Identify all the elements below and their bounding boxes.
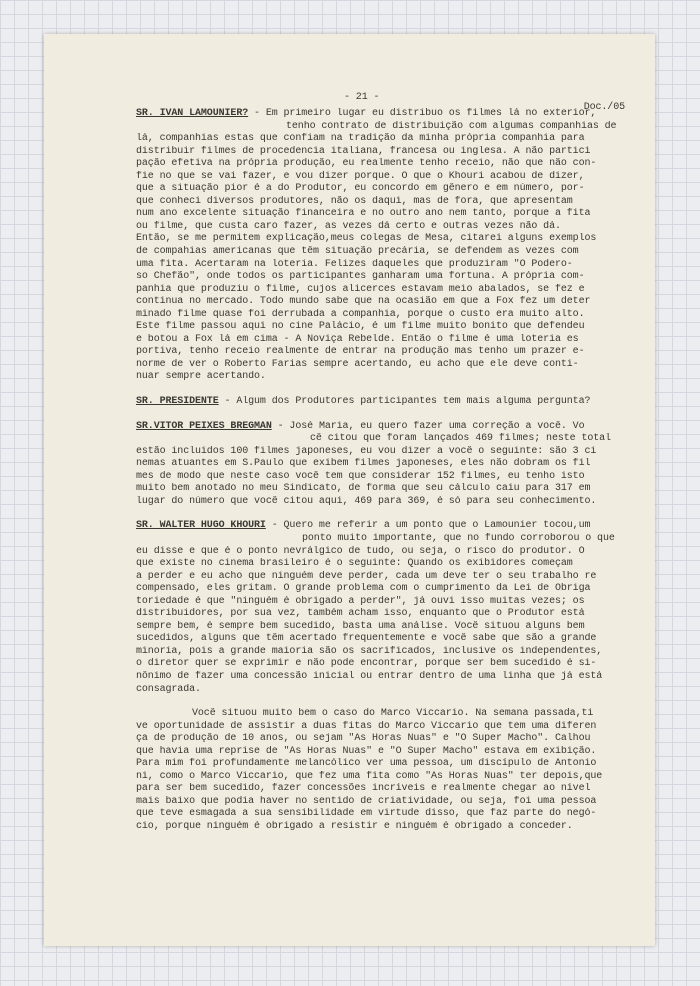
- speaker-name: SR. WALTER HUGO KHOURI: [136, 520, 266, 532]
- speech-line: SR.VITOR PEIXES BREGMAN - José Maria, eu quero fazer uma correção a você. Vo: [136, 420, 585, 432]
- speech-line: so Chefão", onde todos os participantes ganharam uma fortuna. A própria com-: [136, 271, 585, 283]
- speech-line: ve oportunidade de assistir a duas fitas do Marco Viccario que tem uma diferen: [136, 720, 597, 732]
- speech-line: distribuidores, por sua vez, também acham isso, enquanto que o Produtor está: [136, 608, 585, 620]
- speaker-name: SR.VITOR PEIXES BREGMAN: [136, 420, 272, 432]
- speech-line: distribuir filmes de procedencia italiana, francesa ou inglesa. A não partici: [136, 145, 591, 157]
- speech-line: ou filme, que custa caro fazer, as vezes dá certo e outras vezes não dá.: [136, 220, 561, 232]
- speech-line: a perder e eu acho que ninguém deve perder, cada um deve ter o seu trabalho re: [136, 570, 597, 582]
- speech-line: nuar sempre acertando.: [136, 371, 266, 383]
- speech-line: lá, companhias estas que confiam na tradição da minha própria companhia para: [136, 133, 585, 145]
- speech-line: SR. WALTER HUGO KHOURI - Quero me referir a um ponto que o Lamounier tocou,um: [136, 520, 591, 532]
- speech-line: mais baixo que podia haver no sentido de criatividade, ou seja, foi uma pessoa: [136, 795, 597, 807]
- speech-line: estão incluidos 100 filmes japoneses, eu vou dizer a você o seguinte: são 3 ci: [136, 445, 597, 457]
- speech-line: ça de produção de 10 anos, ou sejam "As Horas Nuas" e "O Super Macho". Calhou: [136, 733, 591, 745]
- speech-line: norme de ver o Roberto Farias sempre acertando, eu acho que ele deve conti-: [136, 358, 579, 370]
- speech-line: Você situou muito bem o caso do Marco Viccario. Na semana passada,ti: [192, 708, 594, 720]
- speech-line: nônimo de fazer uma concessão inicial ou entrar dentro de uma linha que já está: [136, 670, 603, 682]
- speech-ivan-lamounier: [136, 108, 629, 384]
- speech-line: minoria, pois a grande maioria são os sacrificados, inclusive os independentes,: [136, 645, 603, 657]
- speech-line: muito bem anotado no meu Sindicato, de forma que seu cálculo caiu para 317 em: [136, 483, 591, 495]
- speech-line: lugar do número que você citou aqui, 469 para 369, é só para seu conhecimento.: [136, 495, 597, 507]
- page-number: - 21 -: [344, 92, 380, 103]
- speech-line: ni, como o Marco Viccario, que fez uma fita como "As Horas Nuas" ter depois,que: [136, 770, 603, 782]
- speech-line: continua no mercado. Todo mundo sabe que na ocasião em que a Fox fez um deter: [136, 296, 591, 308]
- speech-line: Para mim foi profundamente melancólico ver uma pessoa, um discípulo de Antonio: [136, 758, 597, 770]
- speech-line: compensado, eles gritam. O grande problema com o cumprimento da Lei de Obriga: [136, 583, 591, 595]
- document-page: [44, 34, 655, 946]
- speech-line: cio, porque ninguém é obrigado a resistir e ninguém é obrigado a conceder.: [136, 820, 573, 832]
- speech-line: Então, se me permitem explicação,meus colegas de Mesa, citarei alguns exemplos: [136, 233, 597, 245]
- speech-line: que conheci diversos produtores, não os daqui, mas de fora, que apresentam: [136, 195, 573, 207]
- speech-line: nemas atuantes em S.Paulo que exibem filmes japoneses, eles não dobram os fil: [136, 458, 591, 470]
- speech-line: que teve esmagada a sua sensibilidade em virtude disso, que faz parte do negó-: [136, 808, 597, 820]
- speech-line: fie no que se vai fazer, e vou dizer porque. O que o Khouri acabou de dizer,: [136, 170, 585, 182]
- speech-line: de compahias americanas que têm situação precária, se defendem as vezes com: [136, 246, 579, 258]
- speech-line: que a situação pior é a do Produtor, eu concordo em gênero e em número, por-: [136, 183, 585, 195]
- speech-line: Este filme passou aqui no cine Palácio, é um filme muito bonito que defendeu: [136, 321, 585, 333]
- speech-line: SR. PRESIDENTE - Algum dos Produtores participantes tem mais alguma pergunta?: [136, 396, 591, 408]
- speaker-name: SR. IVAN LAMOUNIER?: [136, 108, 249, 119]
- speech-line: tenho contrato de distribuição com algumas companhias de: [286, 120, 617, 132]
- speech-line: e botou a Fox lá em cima - A Noviça Rebelde. Então o filme é uma loteria es: [136, 333, 579, 345]
- speech-line: cê citou que foram lançados 469 filmes; neste total: [310, 433, 611, 445]
- speech-line: SR. IVAN LAMOUNIER? - Em primeiro lugar eu distribuo os filmes lá no exterior,: [136, 108, 597, 119]
- speech-line: eu disse e que é o ponto nevrálgico de tudo, ou seja, o risco do produtor. O: [136, 545, 585, 557]
- speech-line: num ano excelente situação financeira e no outro ano nem tanto, porque a fita: [136, 208, 591, 220]
- speech-vitor-bregman: [136, 421, 629, 509]
- speech-continuation: [136, 708, 629, 833]
- speech-presidente: [136, 396, 629, 409]
- speech-line: pação efetiva na própria produção, eu realmente tenho receio, não que não con-: [136, 158, 597, 170]
- document-reference: Doc./05: [583, 102, 625, 113]
- speech-walter-khouri: [136, 520, 629, 696]
- speech-line: toriedade é que "ninguém é obrigado a perder", já ouvi isso muitas vezes; os: [136, 595, 585, 607]
- speech-line: que havia uma reprise de "As Horas Nuas" e "O Super Macho" estava em exibição.: [136, 745, 597, 757]
- speech-line: portiva, tenho receio realmente de entrar na produção mas tenho um prazer e-: [136, 346, 585, 358]
- speech-line: consagrada.: [136, 683, 201, 695]
- speech-line: ponto muito importante, que no fundo corroborou o que: [302, 532, 615, 544]
- speech-line: sempre bem, é sempre bem sucedido, basta uma análise. Você situou alguns bem: [136, 620, 585, 632]
- speech-line: minado filme quase foi derrubada a companhia, porque o custo era muito alto.: [136, 308, 585, 320]
- page-header: [44, 92, 655, 113]
- speech-line: uma fita. Acertaram na loteria. Felizes daqueles que produziram "O Podero-: [136, 258, 573, 270]
- speech-line: que existe no cinema brasileiro é o seguinte: Quando os exibidores começam: [136, 558, 573, 570]
- speech-line: para ser bem sucedido, fazer concessões incríveis e realmente chegar ao nível: [136, 783, 591, 795]
- speech-line: sucedidos, alguns que têm acertado frequentemente e você sabe que são a grande: [136, 633, 597, 645]
- speech-line: o diretor quer se exprimir e não pode encontrar, porque ser bem sucedido é si-: [136, 658, 597, 670]
- speech-line: panhia que produziu o filme, cujos alicerces estavam meio abalados, se fez e: [136, 283, 585, 295]
- speech-line: mes de modo que neste caso você tem que considerar 152 filmes, eu tenho isto: [136, 470, 585, 482]
- speaker-name: SR. PRESIDENTE: [136, 396, 219, 408]
